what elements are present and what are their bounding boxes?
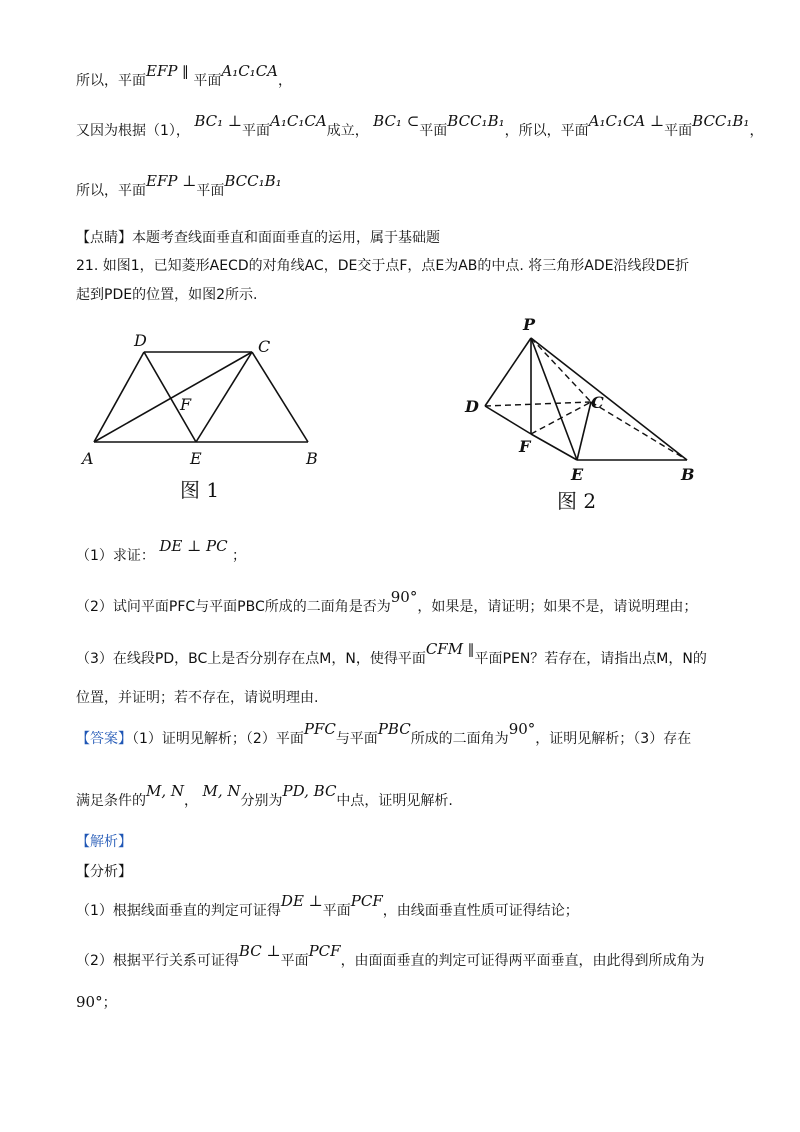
text: （2）试问平面PFC与平面PBC所成的二面角是否为 (76, 599, 391, 615)
math: BCC₁B₁ (692, 112, 750, 130)
text: 满足条件的 (76, 793, 146, 809)
text: （1）求证： (76, 548, 155, 564)
math: EFP (146, 62, 178, 80)
label-B: B (306, 449, 318, 468)
math: 90° (76, 993, 103, 1011)
answer-line-1 (76, 720, 692, 749)
label-E: E (571, 465, 584, 484)
text: 中点，证明见解析. (336, 793, 453, 809)
math: PD, BC (282, 782, 337, 800)
math: A₁C₁CA (270, 112, 327, 130)
answer-line-2 (76, 782, 453, 811)
figure-2 (455, 310, 715, 525)
label-D: D (134, 331, 147, 350)
math: BC₁ ⊥ (194, 112, 243, 130)
math: BCC₁B₁ (224, 172, 282, 190)
label-F: F (180, 395, 192, 414)
math: BCC₁B₁ (447, 112, 505, 130)
text: ； (102, 995, 117, 1011)
text: 平面 (193, 73, 222, 89)
label-P: P (523, 315, 536, 334)
text: 平面 (280, 953, 309, 969)
text: （1）证明见解析；（2）平面 (132, 731, 304, 747)
math: 90° (390, 588, 418, 606)
math: PCF (308, 942, 341, 960)
question-21-line-1: 21. 如图1，已知菱形AECD的对角线AC，DE交于点F，点E为AB的中点. 将三角形ADE沿线段DE折 (76, 258, 690, 274)
text: ， (278, 73, 293, 89)
text: ； (232, 548, 247, 564)
figure-1 (70, 320, 340, 510)
comment-line: 【点睛】本题考查线面垂直和面面垂直的运用，属于基础题 (76, 230, 440, 246)
label-A: A (82, 449, 94, 468)
label-B: B (681, 465, 695, 484)
text: ，所以，平面 (504, 123, 589, 139)
label-F: F (519, 437, 531, 456)
proof-line-3 (76, 172, 282, 201)
analysis-2-cont (76, 992, 117, 1013)
text: ，由线面垂直性质可证得结论； (382, 903, 579, 919)
label-E: E (190, 449, 202, 468)
math: EFP ⊥ (146, 172, 197, 190)
math: A₁C₁CA ⊥ (588, 112, 665, 130)
parallel-symbol: ∥ (463, 642, 475, 658)
text: （3）在线段PD，BC上是否分别存在点M，N，使得平面 (76, 651, 426, 667)
part-3-line-1 (76, 640, 707, 669)
text: ， (184, 793, 199, 809)
part-2 (76, 588, 698, 617)
text: ，证明见解析；（3）存在 (535, 731, 692, 747)
figure-2-caption: 图 2 (557, 489, 597, 513)
text: （2）根据平行关系可证得 (76, 953, 239, 969)
math: PFC (303, 720, 336, 738)
text: 所成的二面角为 (410, 731, 509, 747)
part-1 (76, 537, 247, 566)
part-3-line-2: 位置，并证明；若不存在，请说明理由. (76, 690, 319, 706)
label-D: D (465, 397, 479, 416)
math: PBC (377, 720, 411, 738)
math: CFM (425, 640, 464, 658)
math: BC₁ ⊂ (373, 112, 420, 130)
math: DE ⊥ PC (159, 537, 228, 555)
text: 与平面 (335, 731, 378, 747)
label-C: C (258, 337, 271, 356)
answer-tag: 【答案】 (76, 731, 132, 747)
text: 平面 (322, 903, 351, 919)
math: DE ⊥ (280, 892, 323, 910)
text: ，如果是，请证明；如果不是，请说明理由； (417, 599, 698, 615)
text: 成立， (326, 123, 369, 139)
text: 平面 (419, 123, 448, 139)
math: A₁C₁CA (221, 62, 279, 80)
text: 分别为 (240, 793, 283, 809)
text: 平面 (664, 123, 693, 139)
figure-1-caption: 图 1 (180, 478, 220, 502)
proof-line-1 (76, 62, 293, 91)
analysis-1 (76, 892, 579, 921)
analysis-2 (76, 942, 705, 971)
text: ，由面面垂直的判定可证得两平面垂直，由此得到所成角为 (340, 953, 705, 969)
text: （1）根据线面垂直的判定可证得 (76, 903, 281, 919)
math: BC ⊥ (238, 942, 281, 960)
math: M, N (146, 782, 185, 800)
text: 平面PEN？若存在，请指出点M，N的 (474, 651, 707, 667)
question-21-line-2: 起到PDE的位置，如图2所示. (76, 287, 258, 303)
text: 所以，平面 (76, 183, 146, 199)
fenxi-heading: 【分析】 (76, 864, 132, 880)
parallel-symbol: ∥ (177, 64, 194, 80)
text: 所以，平面 (76, 73, 146, 89)
text: 平面 (196, 183, 225, 199)
text: 又因为根据（1）， (76, 123, 190, 139)
math: PCF (350, 892, 383, 910)
math: 90° (508, 720, 536, 738)
math: M, N (202, 782, 241, 800)
text: 平面 (242, 123, 271, 139)
proof-line-2 (76, 112, 764, 141)
text: ， (749, 123, 764, 139)
label-C: C (591, 393, 604, 412)
jiexi-heading: 【解析】 (76, 834, 132, 850)
